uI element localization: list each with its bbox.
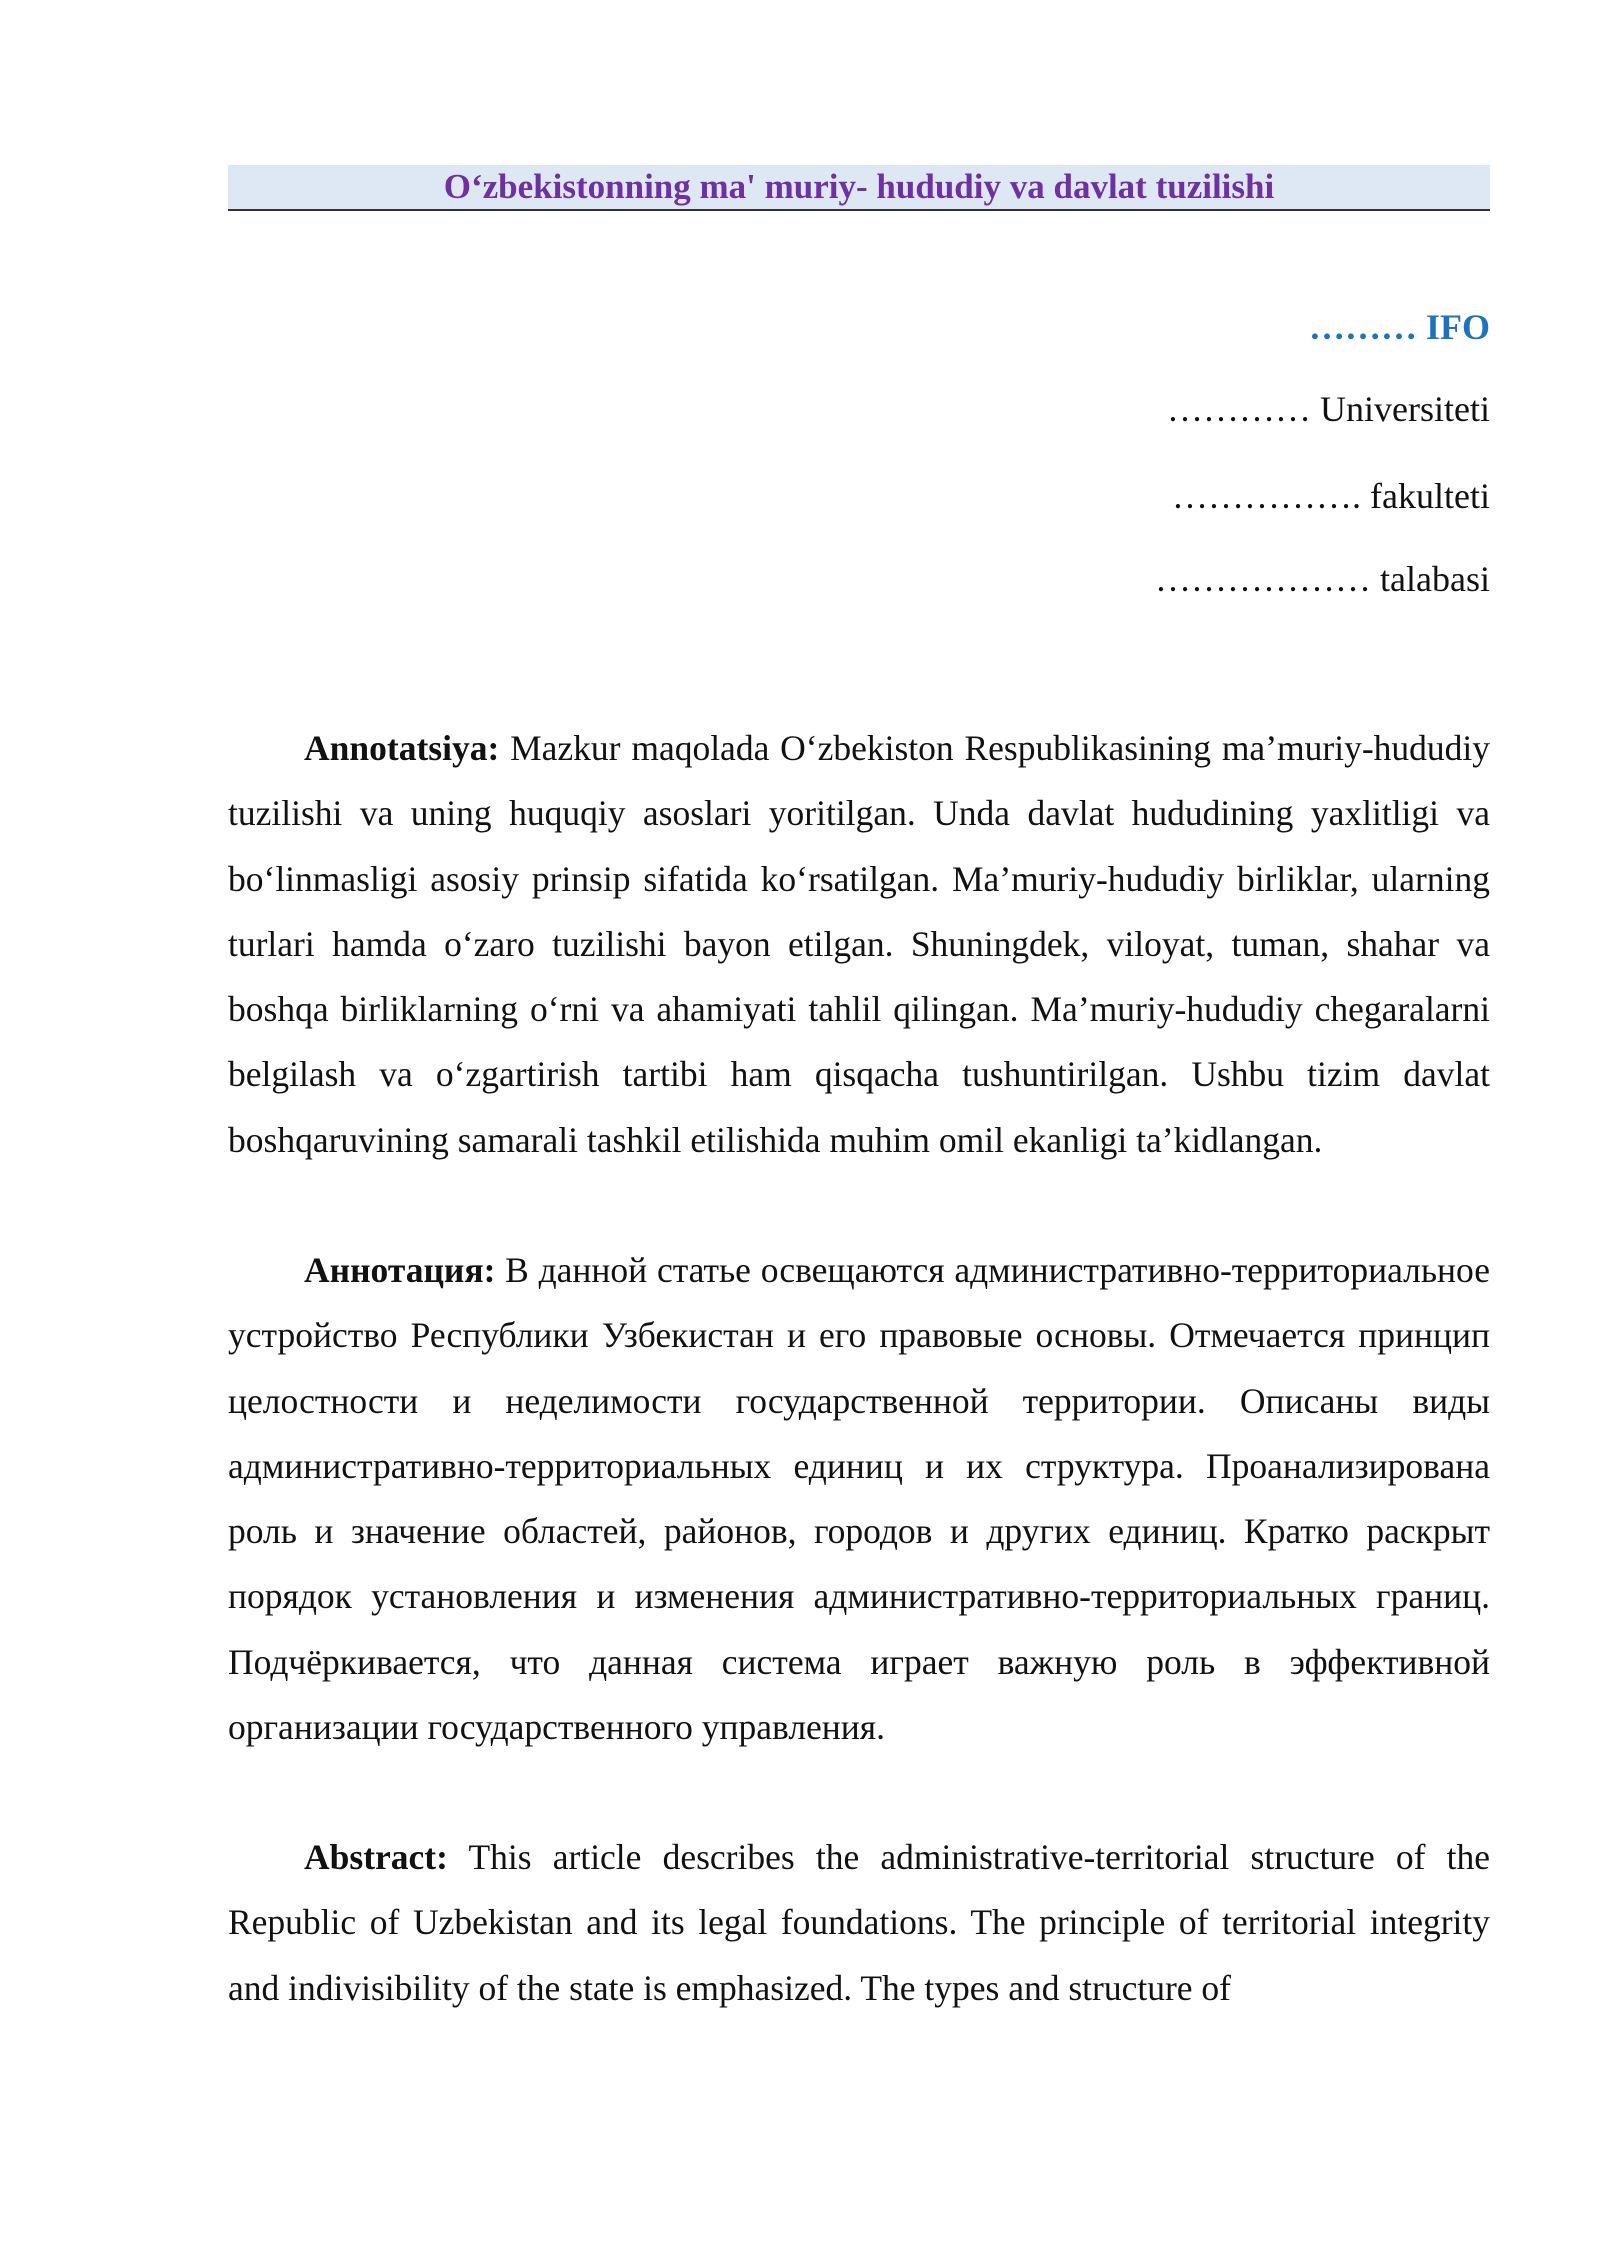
document-title: O‘zbekistonning ma' muriy- hududiy va davlat tuzilishi bbox=[228, 165, 1490, 211]
abstract-english-text: This article describes the administrative-territorial structure of the Republic of Uzbekistan and its legal foundations. The principle of territorial integrity and indivisibility of the state is emphasized. The types and structure of bbox=[228, 1837, 1490, 2008]
author-faculty: ……………. fakulteti bbox=[1172, 476, 1490, 516]
annotation-russian-label: Аннотация: bbox=[304, 1250, 496, 1290]
annotation-uzbek bbox=[228, 716, 1490, 1173]
author-university: ………… Universiteti bbox=[1167, 389, 1490, 429]
annotation-russian-text: В данной статье освещаются административно-территориальное устройство Республики Узбекистан и его правовые основы. Отмечается принцип целостности и неделимости государственной территории. Описаны виды административно-территориальных единиц и их структура. Проанализирована роль и значение областей, районов, городов и других единиц. Кратко раскрыт порядок установления и изменения административно-территориальных границ. Подчёркивается, что данная система играет важную роль в эффективной организации государственного управления. bbox=[228, 1250, 1490, 1748]
annotation-russian bbox=[228, 1238, 1490, 1760]
annotation-uzbek-paragraph bbox=[228, 716, 1490, 1173]
abstract-english-label: Abstract: bbox=[304, 1837, 448, 1877]
annotation-uzbek-text: Mazkur maqolada O‘zbekiston Respublikasining ma’muriy-hududiy tuzilishi va uning huquqiy asoslari yoritilgan. Unda davlat hududining yaxlitligi va bo‘linmasligi asosiy prinsip sifatida ko‘rsatilgan. Ma’muriy-hududiy birliklar, ularning turlari hamda o‘zaro tuzilishi bayon etilgan. Shuningdek, viloyat, tuman, shahar va boshqa birliklarning o‘rni va ahamiyati tahlil qilingan. Ma’muriy-hududiy chegaralarni belgilash va o‘zgartirish tartibi ham qisqacha tushuntirilgan. Ushbu tizim davlat boshqaruvining samarali tashkil etilishida muhim omil ekanligi ta’kidlangan. bbox=[228, 728, 1490, 1160]
annotation-russian-paragraph bbox=[228, 1238, 1490, 1760]
author-name: ……… IFO bbox=[1308, 307, 1490, 347]
abstract-english-paragraph bbox=[228, 1825, 1490, 2021]
annotation-uzbek-label: Annotatsiya: bbox=[304, 728, 500, 768]
abstract-english bbox=[228, 1825, 1490, 2021]
author-student: ……………… talabasi bbox=[1155, 559, 1490, 599]
